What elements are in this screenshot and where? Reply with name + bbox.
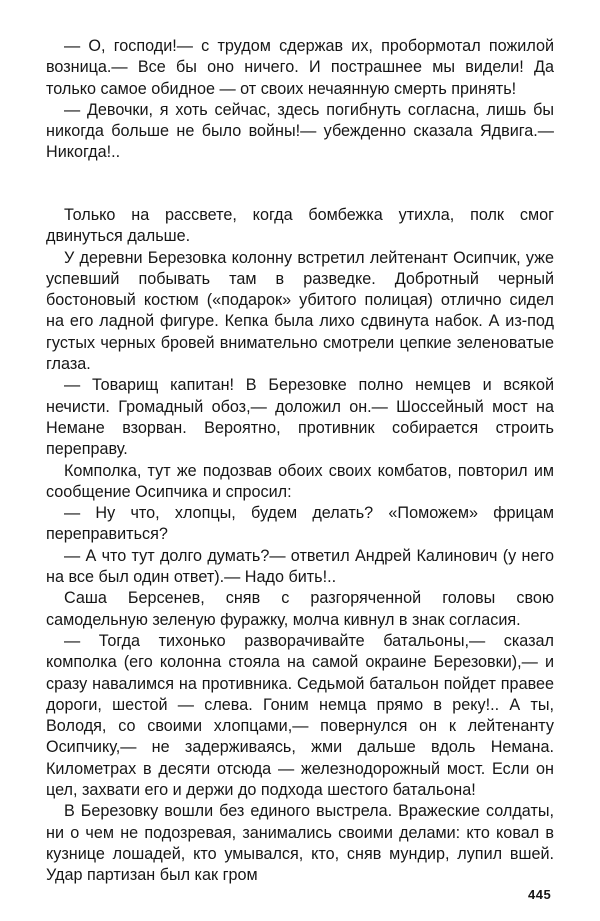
paragraph: — Ну что, хлопцы, будем делать? «Поможем» фрицам переправиться?	[46, 504, 554, 544]
paragraph: Только на рассвете, когда бомбежка утихла, полк смог двинуться дальше.	[46, 206, 554, 246]
paragraph: Саша Берсенев, сняв с разгоряченной головы свою самодельную зеленую фуражку, молча кивнул в знак согласия.	[46, 589, 554, 629]
paragraph: У деревни Березовка колонну встретил лейтенант Осипчик, уже успевший побывать там в разведке. Добротный черный бостоновый костюм («подарок» убитого полицая) отлично сидел на его ладной фигуре. Кепка была лихо сдвинута набок. А из-под густых черных бровей внимательно смотрели цепкие зеленоватые глаза.	[46, 248, 554, 374]
page-number: 445	[528, 887, 552, 902]
paragraph: — А что тут долго думать?— ответил Андрей Калинович (у него на все был один ответ).— Надо бить!..	[46, 546, 554, 587]
paragraph: — Девочки, я хоть сейчас, здесь погибнуть согласна, лишь бы никогда больше не было войны!— убежденно сказала Ядвига.— Никогда!..	[46, 100, 554, 162]
paragraph: В Березовку вошли без единого выстрела. Вражеские солдаты, ни о чем не подозревая, занимались своими делами: кто ковал в кузнице лошадей, кто умывался, кто, сняв мундир, лупил вшей. Удар партизан был как гром	[46, 802, 554, 885]
paragraph: — О, господи!— с трудом сдержав их, пробормотал пожилой возница.— Все бы оно ничего. И пострашнее мы видели! Да только самое обидное — от своих нечаянную смерть принять!	[46, 37, 554, 98]
paragraph: — Тогда тихонько разворачивайте батальоны,— сказал комполка (его колонна стояла на самой окраине Березовки),— и сразу навалимся на противника. Седьмой батальон пойдет правее дороги, шестой — слева. Гоним немца прямо в реку!.. А ты, Володя, со своими хлопцами,— повернулся он к лейтенанту Осипчику,— не задерживаясь, жми дальше вдоль Немана. Километрах в десяти отсюда — железнодорожный мост. Если он цел, захвати его и держи до подхода шестого батальона!	[46, 631, 554, 800]
dialogue-section	[46, 36, 554, 164]
paragraph: — Товарищ капитан! В Березовке полно немцев и всякой нечисти. Громадный обоз,— доложил он.— Шоссейный мост на Немане взорван. Вероятно, противник собирается строить переправу.	[46, 376, 554, 459]
narrative-section	[46, 205, 554, 887]
paragraph: Комполка, тут же подозвав обоих своих комбатов, повторил им сообщение Осипчика и спросил:	[46, 461, 554, 501]
